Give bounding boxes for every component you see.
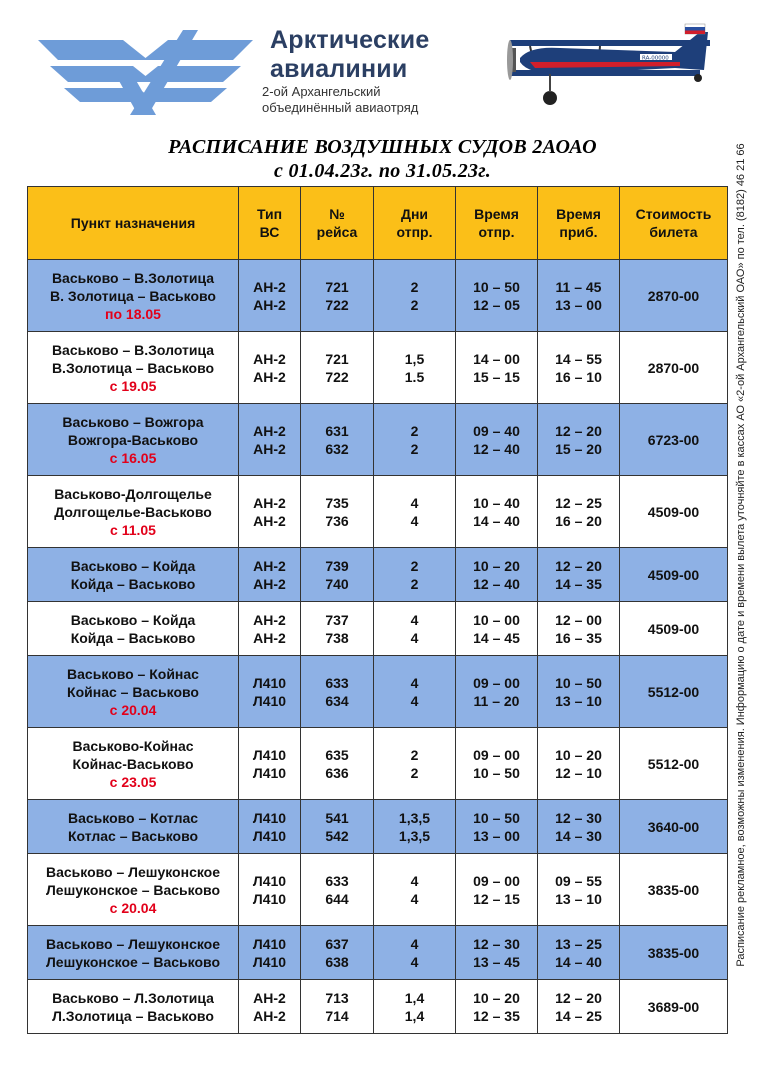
flight-number-cell-line: 737: [325, 611, 349, 628]
arrival-time-cell: [538, 404, 620, 476]
aircraft-type-cell-line: АН-2: [253, 494, 286, 511]
aircraft-type-cell: [239, 926, 301, 980]
schedule-table: [27, 186, 728, 1034]
header-price: Стоимость билета: [620, 187, 728, 260]
route-cell: [28, 404, 239, 476]
route-cell-line: Койда – Васьково: [70, 629, 196, 646]
aircraft-type-cell: [239, 980, 301, 1034]
price-cell-line: 2870-00: [647, 359, 700, 376]
departure-time-cell-line: 14 – 40: [473, 512, 520, 529]
aircraft-type-cell-line: Л410: [252, 935, 287, 952]
flight-number-cell: [301, 602, 374, 656]
flight-number-cell-line: 721: [325, 278, 349, 295]
arrival-time-cell-line: 12 – 00: [555, 611, 602, 628]
departure-time-cell: [456, 728, 538, 800]
table-row: [28, 548, 728, 602]
price-cell-line: 6723-00: [647, 431, 700, 448]
aircraft-type-cell: [239, 800, 301, 854]
departure-time-cell: [456, 404, 538, 476]
route-cell-line: Васьково – Лешуконское: [45, 935, 221, 952]
flight-number-cell-line: 631: [325, 422, 349, 439]
departure-time-cell: [456, 980, 538, 1034]
departure-time-cell-line: 10 – 20: [473, 989, 520, 1006]
arrival-time-cell-line: 10 – 20: [555, 746, 602, 763]
airline-logo-icon: [38, 30, 253, 115]
days-cell-line: 1,4: [404, 1007, 425, 1024]
flight-number-cell-line: 713: [325, 989, 349, 1006]
days-cell-line: 4: [410, 692, 419, 709]
departure-time-cell-line: 09 – 00: [473, 872, 520, 889]
departure-time-cell: [456, 476, 538, 548]
days-cell: [374, 260, 456, 332]
route-cell-line: Васьково-Долгощелье: [54, 485, 212, 502]
table-row: [28, 476, 728, 548]
days-cell: [374, 980, 456, 1034]
price-cell-line: 4509-00: [647, 503, 700, 520]
aircraft-type-cell: [239, 656, 301, 728]
arrival-time-cell: [538, 656, 620, 728]
aircraft-type-cell: [239, 260, 301, 332]
route-cell-line: Вожгора-Васьково: [67, 431, 199, 448]
arrival-time-cell-line: 12 – 30: [555, 809, 602, 826]
arrival-time-cell-line: 15 – 20: [555, 440, 602, 457]
aircraft-type-cell-line: Л410: [252, 827, 287, 844]
arrival-time-cell: [538, 476, 620, 548]
page-title: [20, 135, 745, 183]
route-cell: [28, 728, 239, 800]
flight-number-cell: [301, 800, 374, 854]
departure-time-cell: [456, 548, 538, 602]
days-cell: [374, 548, 456, 602]
arrival-time-cell-line: 13 – 10: [555, 692, 602, 709]
aircraft-type-cell-line: Л410: [252, 746, 287, 763]
title-line-1: РАСПИСАНИЕ ВОЗДУШНЫХ СУДОВ 2АОАО: [168, 136, 597, 158]
departure-time-cell-line: 12 – 40: [473, 440, 520, 457]
aircraft-type-cell-line: АН-2: [253, 512, 286, 529]
days-cell: [374, 854, 456, 926]
aircraft-type-cell-line: Л410: [252, 692, 287, 709]
price-cell-line: 4509-00: [647, 620, 700, 637]
flight-number-cell: [301, 404, 374, 476]
price-cell: [620, 980, 728, 1034]
arrival-time-cell-line: 13 – 25: [555, 935, 602, 952]
aircraft-type-cell-line: Л410: [252, 809, 287, 826]
aircraft-type-cell-line: АН-2: [253, 611, 286, 628]
departure-time-cell-line: 09 – 40: [473, 422, 520, 439]
arrival-time-cell: [538, 800, 620, 854]
aircraft-type-cell-line: АН-2: [253, 296, 286, 313]
arrival-time-cell: [538, 332, 620, 404]
header-arrival-time: Время приб.: [538, 187, 620, 260]
departure-time-cell-line: 14 – 45: [473, 629, 520, 646]
route-date-note: с 16.05: [109, 449, 157, 466]
table-row: [28, 332, 728, 404]
route-cell-line: Котлас – Васьково: [67, 827, 199, 844]
flight-number-cell: [301, 854, 374, 926]
flight-number-cell: [301, 656, 374, 728]
route-cell: [28, 926, 239, 980]
header-departure-time: Время отпр.: [456, 187, 538, 260]
arrival-time-cell-line: 13 – 00: [555, 296, 602, 313]
days-cell-line: 2: [410, 575, 419, 592]
route-date-note: с 20.04: [109, 899, 157, 916]
arrival-time-cell-line: 14 – 40: [555, 953, 602, 970]
route-cell-line: Васьково – Койда: [70, 557, 196, 574]
flight-number-cell-line: 637: [325, 935, 349, 952]
arrival-time-cell-line: 14 – 35: [555, 575, 602, 592]
arrival-time-cell-line: 11 – 45: [555, 278, 602, 295]
flight-number-cell: [301, 260, 374, 332]
route-cell-line: Васьково – Койнас: [67, 665, 199, 682]
flight-number-cell-line: 633: [325, 674, 349, 691]
days-cell-line: 4: [410, 611, 419, 628]
table-header-row: [28, 187, 728, 260]
flight-number-cell-line: 740: [325, 575, 349, 592]
aircraft-type-cell-line: Л410: [252, 674, 287, 691]
aircraft-type-cell-line: АН-2: [253, 278, 286, 295]
departure-time-cell-line: 13 – 45: [473, 953, 520, 970]
aircraft-type-cell-line: АН-2: [253, 989, 286, 1006]
arrival-time-cell-line: 12 – 20: [555, 557, 602, 574]
departure-time-cell: [456, 926, 538, 980]
days-cell: [374, 404, 456, 476]
route-cell: [28, 332, 239, 404]
flight-number-cell-line: 721: [325, 350, 349, 367]
departure-time-cell-line: 09 – 00: [473, 746, 520, 763]
header-days: Дни отпр.: [374, 187, 456, 260]
flight-number-cell-line: 722: [325, 296, 349, 313]
arrival-time-cell-line: 12 – 20: [555, 989, 602, 1006]
table-row: [28, 800, 728, 854]
price-cell-line: 3689-00: [647, 998, 700, 1015]
route-cell-line: Васьково – Койда: [70, 611, 196, 628]
biplane-icon: [490, 10, 715, 110]
flight-number-cell-line: 632: [325, 440, 349, 457]
route-cell-line: Лешуконское – Васьково: [45, 881, 221, 898]
route-cell-line: Васьково – Вожгора: [62, 413, 204, 430]
aircraft-type-cell-line: АН-2: [253, 422, 286, 439]
price-cell: [620, 332, 728, 404]
flight-number-cell-line: 644: [325, 890, 349, 907]
route-cell: [28, 602, 239, 656]
route-cell: [28, 854, 239, 926]
flight-number-cell-line: 735: [325, 494, 349, 511]
price-cell: [620, 728, 728, 800]
arrival-time-cell: [538, 926, 620, 980]
aircraft-type-cell-line: Л410: [252, 764, 287, 781]
title-line-2: с 01.04.23г. по 31.05.23г.: [273, 160, 492, 182]
days-cell-line: 4: [410, 494, 419, 511]
table-row: [28, 980, 728, 1034]
aircraft-type-cell-line: АН-2: [253, 368, 286, 385]
aircraft-type-cell: [239, 602, 301, 656]
route-date-note: по 18.05: [105, 305, 161, 322]
aircraft-type-cell-line: АН-2: [253, 557, 286, 574]
departure-time-cell-line: 12 – 40: [473, 575, 520, 592]
days-cell-line: 2: [410, 440, 419, 457]
days-cell-line: 4: [410, 629, 419, 646]
aircraft-type-cell: [239, 476, 301, 548]
departure-time-cell-line: 13 – 00: [473, 827, 520, 844]
price-cell: [620, 854, 728, 926]
svg-text:RA-00000: RA-00000: [642, 55, 669, 62]
table-row: [28, 404, 728, 476]
days-cell: [374, 602, 456, 656]
aircraft-type-cell: [239, 404, 301, 476]
flight-number-cell-line: 542: [325, 827, 349, 844]
route-cell-line: Васьково-Койнас: [72, 737, 194, 754]
days-cell-line: 4: [410, 512, 419, 529]
arrival-time-cell-line: 09 – 55: [555, 872, 602, 889]
route-cell-line: Васьково – Котлас: [67, 809, 199, 826]
days-cell: [374, 332, 456, 404]
arrival-time-cell-line: 12 – 10: [555, 764, 602, 781]
aircraft-type-cell-line: АН-2: [253, 1007, 286, 1024]
table-row: [28, 260, 728, 332]
table-row: [28, 728, 728, 800]
route-cell-line: Койда – Васьково: [70, 575, 196, 592]
days-cell-line: 2: [410, 557, 419, 574]
flight-number-cell: [301, 476, 374, 548]
departure-time-cell-line: 10 – 50: [473, 278, 520, 295]
departure-time-cell: [456, 332, 538, 404]
aircraft-type-cell-line: Л410: [252, 953, 287, 970]
price-cell: [620, 926, 728, 980]
flight-number-cell: [301, 728, 374, 800]
arrival-time-cell-line: 14 – 55: [555, 350, 602, 367]
price-cell-line: 3835-00: [647, 881, 700, 898]
aircraft-type-cell-line: АН-2: [253, 440, 286, 457]
flight-number-cell: [301, 926, 374, 980]
price-cell: [620, 404, 728, 476]
days-cell-line: 1,4: [404, 989, 425, 1006]
route-cell: [28, 800, 239, 854]
route-cell-line: В.Золотица – Васьково: [51, 359, 215, 376]
price-cell-line: 3640-00: [647, 818, 700, 835]
route-cell-line: Койнас – Васьково: [67, 683, 199, 700]
aircraft-type-cell: [239, 854, 301, 926]
arrival-time-cell: [538, 854, 620, 926]
header-aircraft-type: Тип ВС: [239, 187, 301, 260]
departure-time-cell: [456, 602, 538, 656]
arrival-time-cell-line: 12 – 20: [555, 422, 602, 439]
arrival-time-cell-line: 16 – 35: [555, 629, 602, 646]
days-cell: [374, 926, 456, 980]
table-row: [28, 926, 728, 980]
departure-time-cell-line: 12 – 30: [473, 935, 520, 952]
price-cell-line: 2870-00: [647, 287, 700, 304]
aircraft-type-cell: [239, 332, 301, 404]
flight-number-cell-line: 714: [325, 1007, 349, 1024]
arrival-time-cell-line: 14 – 25: [555, 1007, 602, 1024]
route-cell-line: Долгощелье-Васьково: [54, 503, 212, 520]
route-date-note: с 20.04: [109, 701, 157, 718]
departure-time-cell: [456, 800, 538, 854]
arrival-time-cell: [538, 548, 620, 602]
departure-time-cell-line: 10 – 20: [473, 557, 520, 574]
aircraft-type-cell: [239, 548, 301, 602]
aircraft-type-cell: [239, 728, 301, 800]
price-cell: [620, 800, 728, 854]
days-cell-line: 2: [410, 296, 419, 313]
arrival-time-cell-line: 10 – 50: [555, 674, 602, 691]
route-date-note: с 19.05: [109, 377, 157, 394]
departure-time-cell-line: 10 – 40: [473, 494, 520, 511]
route-cell: [28, 980, 239, 1034]
departure-time-cell-line: 15 – 15: [473, 368, 520, 385]
days-cell-line: 4: [410, 953, 419, 970]
days-cell-line: 2: [410, 422, 419, 439]
days-cell-line: 1,3,5: [398, 809, 431, 826]
flight-number-cell-line: 636: [325, 764, 349, 781]
departure-time-cell: [456, 854, 538, 926]
days-cell-line: 4: [410, 674, 419, 691]
days-cell-line: 4: [410, 890, 419, 907]
route-cell-line: Васьково – В.Золотица: [51, 269, 215, 286]
route-cell-line: Лешуконское – Васьково: [45, 953, 221, 970]
price-cell-line: 5512-00: [647, 755, 700, 772]
arrival-time-cell-line: 13 – 10: [555, 890, 602, 907]
days-cell: [374, 656, 456, 728]
price-cell: [620, 602, 728, 656]
flight-number-cell-line: 635: [325, 746, 349, 763]
arrival-time-cell: [538, 260, 620, 332]
departure-time-cell-line: 12 – 05: [473, 296, 520, 313]
header: [0, 0, 763, 130]
route-cell-line: В. Золотица – Васьково: [49, 287, 216, 304]
price-cell-line: 4509-00: [647, 566, 700, 583]
aircraft-type-cell-line: АН-2: [253, 350, 286, 367]
route-cell-line: Васьково – Лешуконское: [45, 863, 221, 880]
departure-time-cell-line: 11 – 20: [473, 692, 520, 709]
days-cell-line: 2: [410, 278, 419, 295]
brand-name: Арктические авиалинии: [270, 26, 430, 83]
aircraft-type-cell-line: АН-2: [253, 629, 286, 646]
days-cell-line: 1.5: [404, 368, 425, 385]
brand-subtitle: 2-ой Архангельский объединённый авиаотряд: [262, 84, 419, 115]
departure-time-cell-line: 12 – 15: [473, 890, 520, 907]
departure-time-cell: [456, 260, 538, 332]
header-destination: Пункт назначения: [28, 187, 239, 260]
flight-number-cell-line: 736: [325, 512, 349, 529]
flight-number-cell: [301, 332, 374, 404]
table-row: [28, 602, 728, 656]
route-cell-line: Л.Золотица – Васьково: [52, 1007, 214, 1024]
flight-number-cell-line: 638: [325, 953, 349, 970]
route-date-note: с 11.05: [110, 521, 156, 538]
price-cell: [620, 260, 728, 332]
flight-number-cell-line: 722: [325, 368, 349, 385]
departure-time-cell-line: 10 – 50: [473, 764, 520, 781]
flight-number-cell-line: 738: [325, 629, 349, 646]
days-cell-line: 4: [410, 935, 419, 952]
route-cell: [28, 656, 239, 728]
flight-number-cell: [301, 980, 374, 1034]
days-cell: [374, 476, 456, 548]
flight-number-cell-line: 634: [325, 692, 349, 709]
price-cell: [620, 548, 728, 602]
price-cell: [620, 656, 728, 728]
arrival-time-cell-line: 16 – 20: [555, 512, 602, 529]
price-cell-line: 3835-00: [647, 944, 700, 961]
departure-time-cell: [456, 656, 538, 728]
days-cell-line: 2: [410, 764, 419, 781]
aircraft-type-cell-line: Л410: [252, 872, 287, 889]
departure-time-cell-line: 14 – 00: [473, 350, 520, 367]
departure-time-cell-line: 12 – 35: [473, 1007, 520, 1024]
departure-time-cell-line: 10 – 50: [473, 809, 520, 826]
price-cell-line: 5512-00: [647, 683, 700, 700]
days-cell-line: 4: [410, 872, 419, 889]
aircraft-type-cell-line: АН-2: [253, 575, 286, 592]
table-row: [28, 656, 728, 728]
arrival-time-cell: [538, 602, 620, 656]
header-flight-number: № рейса: [301, 187, 374, 260]
days-cell-line: 1,3,5: [398, 827, 431, 844]
route-cell: [28, 548, 239, 602]
arrival-time-cell-line: 14 – 30: [555, 827, 602, 844]
arrival-time-cell-line: 12 – 25: [555, 494, 602, 511]
route-cell: [28, 476, 239, 548]
arrival-time-cell-line: 16 – 10: [555, 368, 602, 385]
days-cell: [374, 728, 456, 800]
days-cell-line: 1,5: [404, 350, 425, 367]
route-cell-line: Койнас-Васьково: [72, 755, 194, 772]
route-cell-line: Васьково – В.Золотица: [51, 341, 215, 358]
flight-number-cell-line: 541: [325, 809, 349, 826]
departure-time-cell-line: 09 – 00: [473, 674, 520, 691]
route-date-note: с 23.05: [109, 773, 157, 790]
arrival-time-cell: [538, 980, 620, 1034]
days-cell-line: 2: [410, 746, 419, 763]
flight-number-cell: [301, 548, 374, 602]
route-cell-line: Васьково – Л.Золотица: [52, 989, 214, 1006]
arrival-time-cell: [538, 728, 620, 800]
flight-number-cell-line: 633: [325, 872, 349, 889]
price-cell: [620, 476, 728, 548]
days-cell: [374, 800, 456, 854]
side-note: Расписание рекламное, возможны изменения. Информацию о дате и времени вылета уточняйте в кассах АО «2-ой Архангельский ОАО» по тел. (8182) 46 21 66: [735, 143, 747, 967]
departure-time-cell-line: 10 – 00: [473, 611, 520, 628]
table-row: [28, 854, 728, 926]
aircraft-type-cell-line: Л410: [252, 890, 287, 907]
route-cell: [28, 260, 239, 332]
flight-number-cell-line: 739: [325, 557, 349, 574]
